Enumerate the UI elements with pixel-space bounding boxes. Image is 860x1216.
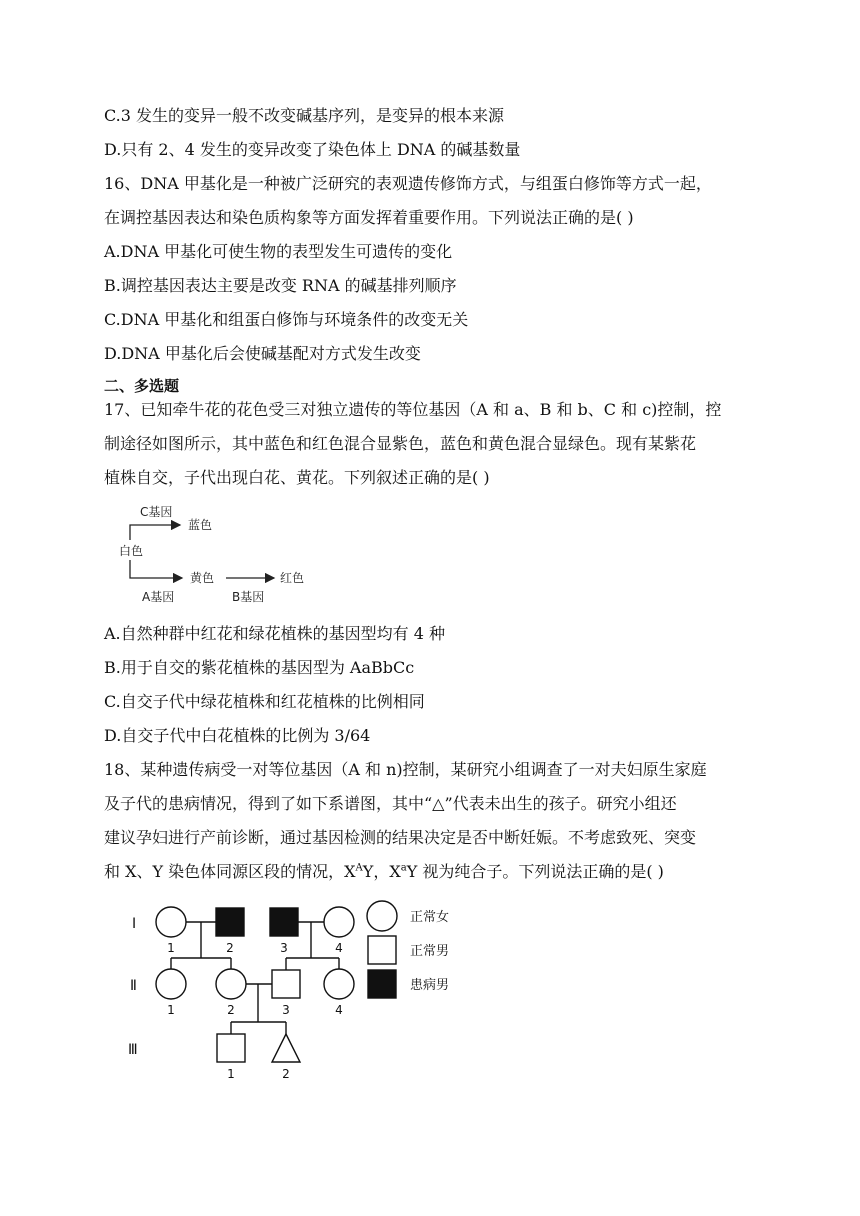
q18-stem-line1: 18、某种遗传病受一对等位基因（A 和 n)控制，某研究小组调查了一对夫妇原生家庭: [104, 760, 707, 779]
q17-option-c: C.自交子代中绿花植株和红花植株的比例相同: [104, 692, 425, 711]
q16-option-b: B.调控基因表达主要是改变 RNA 的碱基排列顺序: [104, 276, 457, 295]
legend-affected-male-label: 患病男: [410, 978, 450, 993]
c-gene-label: C基因: [140, 505, 173, 519]
red-label: 红色: [280, 571, 305, 585]
q16-option-d: D.DNA 甲基化后会使碱基配对方式发生改变: [104, 344, 421, 363]
i1-normal-female: [156, 907, 186, 937]
ii4-normal-female: [324, 969, 354, 999]
i1-number: 1: [167, 941, 175, 955]
q17-stem-line2: 制途径如图所示，其中蓝色和红色混合显紫色，蓝色和黄色混合显绿色。现有某紫花: [104, 434, 697, 453]
q18-stem-line4: 和 X、Y 染色体同源区段的情况，$X^AY$，$X^aY$ 视为纯合子。下列说法正确的是( ): [104, 862, 664, 881]
iii2-unborn-triangle: [272, 1034, 300, 1062]
q16-option-a: A.DNA 甲基化可使生物的表型发生可遗传的变化: [104, 242, 453, 261]
q15-option-c: C.3 发生的变异一般不改变碱基序列，是变异的根本来源: [104, 106, 505, 125]
blue-label: 蓝色: [188, 518, 213, 532]
ii1-number: 1: [167, 1003, 175, 1017]
a-gene-label: A基因: [142, 590, 175, 604]
i4-normal-female: [324, 907, 354, 937]
q17-option-d: D.自交子代中白花植株的比例为 3/64: [104, 726, 371, 745]
lower-branch-arrow: [130, 560, 182, 578]
q15-option-d: D.只有 2、4 发生的变异改变了染色体上 DNA 的碱基数量: [104, 140, 521, 159]
generation-3-label: Ⅲ: [128, 1042, 138, 1058]
q16-stem-line2: 在调控基因表达和染色质构象等方面发挥着重要作用。下列说法正确的是( ): [104, 208, 634, 227]
i3-number: 3: [280, 941, 288, 955]
ii3-number: 3: [282, 1003, 290, 1017]
i2-affected-male: [216, 908, 244, 936]
q18-stem-line3: 建议孕妇进行产前诊断，通过基因检测的结果决定是否中断妊娠。不考虑致死、突变: [104, 828, 697, 847]
q17-option-b: B.用于自交的紫花植株的基因型为 AaBbCc: [104, 658, 415, 677]
legend-normal-female-label: 正常女: [410, 910, 450, 925]
ii2-normal-female: [216, 969, 246, 999]
white-label: 白色: [119, 544, 144, 558]
section-heading: 二、多选题: [104, 377, 180, 395]
generation-2-label: Ⅱ: [130, 978, 137, 994]
i3-affected-male: [270, 908, 298, 936]
color-pathway-diagram: [110, 496, 330, 608]
q17-stem-line3: 植株自交，子代出现白花、黄花。下列叙述正确的是( ): [104, 468, 490, 487]
ii2-number: 2: [227, 1003, 235, 1017]
legend-normal-male-label: 正常男: [410, 944, 450, 959]
iii1-number: 1: [227, 1067, 235, 1081]
b-gene-label: B基因: [232, 590, 265, 604]
yellow-label: 黄色: [190, 571, 215, 585]
i4-number: 4: [335, 941, 343, 955]
iii1-normal-male: [217, 1034, 245, 1062]
q16-option-c: C.DNA 甲基化和组蛋白修饰与环境条件的改变无关: [104, 310, 469, 329]
q17-stem-line1: 17、已知牵牛花的花色受三对独立遗传的等位基因（A 和 a、B 和 b、C 和 c)控制，控: [104, 400, 722, 419]
q17-option-a: A.自然种群中红花和绿花植株的基因型均有 4 种: [104, 624, 445, 643]
ii1-normal-female: [156, 969, 186, 999]
q16-stem-line1: 16、DNA 甲基化是一种被广泛研究的表观遗传修饰方式，与组蛋白修饰等方式一起，: [104, 174, 712, 193]
ii4-number: 4: [335, 1003, 343, 1017]
pedigree-diagram: [120, 892, 480, 1090]
i2-number: 2: [226, 941, 234, 955]
legend-normal-male-symbol: [368, 936, 396, 964]
upper-branch-arrow: [130, 525, 180, 540]
legend-affected-male-symbol: [368, 970, 396, 998]
iii2-number: 2: [282, 1067, 290, 1081]
generation-1-label: Ⅰ: [132, 916, 137, 932]
q18-stem-line2: 及子代的患病情况，得到了如下系谱图，其中“△”代表未出生的孩子。研究小组还: [104, 794, 677, 813]
ii3-normal-male: [272, 970, 300, 998]
legend-normal-female-symbol: [367, 901, 397, 931]
